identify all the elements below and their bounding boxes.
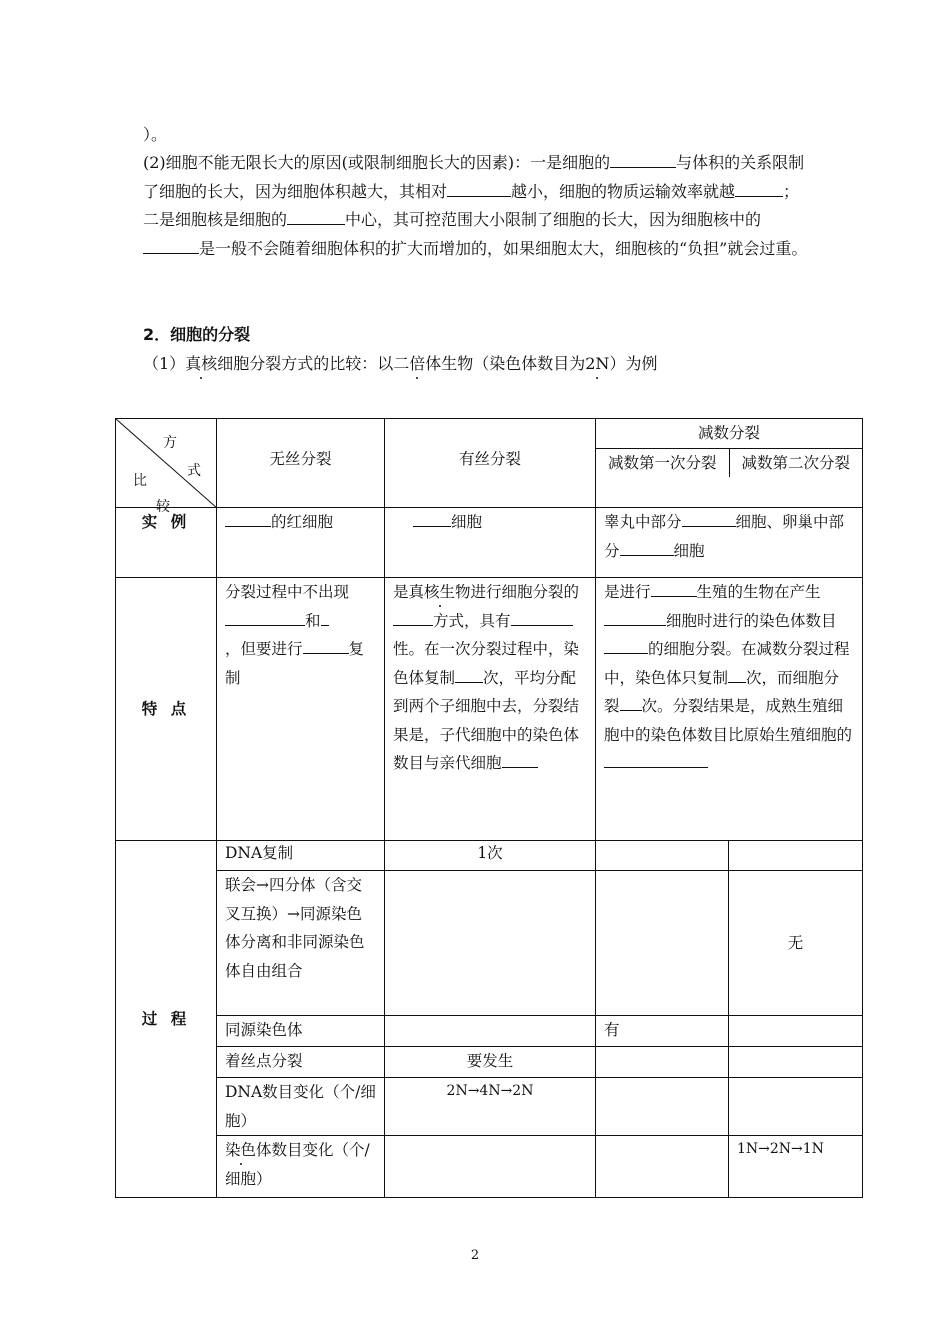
process-item-name: DNA数目变化（个/细胞） bbox=[217, 1078, 385, 1136]
emphasis-text: 真核 bbox=[185, 354, 218, 373]
feature-meiosis bbox=[596, 578, 863, 841]
cell-text: 细胞 bbox=[673, 541, 705, 560]
header-meiosis-group bbox=[596, 419, 863, 508]
closing-fragment: ）。 bbox=[143, 125, 168, 144]
blank[interactable] bbox=[620, 693, 642, 711]
process-meiosis1-value bbox=[596, 871, 729, 1016]
blank[interactable] bbox=[682, 509, 736, 527]
paragraph-fragment bbox=[143, 121, 811, 150]
section-title: 2．细胞的分裂 bbox=[143, 325, 251, 344]
corner-label-top: 方 bbox=[163, 435, 177, 451]
process-row-homologous bbox=[116, 1016, 863, 1047]
cell-text: 复制 bbox=[225, 640, 365, 687]
cell-text: 方式，具有 bbox=[433, 611, 511, 630]
blank[interactable] bbox=[303, 636, 349, 654]
blank[interactable] bbox=[225, 608, 305, 626]
process-meiosis2-value bbox=[729, 1047, 863, 1078]
corner-label-bottom: 较 bbox=[156, 499, 170, 515]
blank[interactable] bbox=[143, 236, 199, 254]
cell-text: 的红细胞 bbox=[271, 513, 334, 531]
row-label-process: 过 程 bbox=[116, 841, 217, 1198]
text-segment: 细胞分裂方式的比较：以 bbox=[217, 354, 394, 373]
paragraph-cell-size-limit bbox=[143, 149, 811, 263]
feature-row bbox=[116, 578, 863, 841]
process-row-synapsis bbox=[116, 871, 863, 1016]
blank[interactable] bbox=[604, 750, 708, 768]
cell-text: 次，而细胞分裂 bbox=[604, 668, 840, 715]
blank[interactable] bbox=[728, 665, 746, 683]
cell-text: 的细胞分裂。在减数分裂过程中，染色体只复制 bbox=[604, 640, 850, 687]
cell-text: 是 bbox=[393, 583, 409, 601]
blank[interactable] bbox=[735, 179, 783, 197]
process-item-name: 着丝点分裂 bbox=[217, 1047, 385, 1078]
header-meiosis-second: 减数第二次分裂 bbox=[741, 453, 850, 472]
feature-mitosis bbox=[385, 578, 596, 841]
process-mitosis-value: 2N→4N→2N bbox=[385, 1078, 596, 1136]
blank[interactable] bbox=[604, 608, 666, 626]
process-mitosis-value bbox=[385, 1016, 596, 1047]
emphasis-text: 真核生物 bbox=[408, 583, 471, 601]
process-item-name: 同源染色体 bbox=[217, 1016, 385, 1047]
blank[interactable] bbox=[604, 636, 648, 654]
process-row-chromosome-count bbox=[116, 1136, 863, 1198]
text-segment: 生物（染色体数目为 bbox=[441, 354, 586, 373]
emphasis-text: 2N bbox=[585, 354, 610, 373]
process-meiosis2-value: 1N→2N→1N bbox=[729, 1136, 863, 1198]
cell-text: 分裂过程中不出现 bbox=[225, 583, 350, 601]
blank[interactable] bbox=[651, 579, 697, 597]
corner-label-right: 式 bbox=[187, 463, 201, 479]
blank[interactable] bbox=[455, 665, 483, 683]
cell-text: 次。分裂结果是，成熟生殖细胞中的染色体数目比原始生殖细胞的 bbox=[604, 697, 853, 744]
process-meiosis2-value bbox=[729, 841, 863, 871]
corner-label-left: 比 bbox=[133, 473, 147, 489]
text-segment: ）为例 bbox=[609, 354, 658, 373]
blank[interactable] bbox=[413, 509, 451, 527]
process-meiosis1-value bbox=[596, 1136, 729, 1198]
section-subtitle bbox=[143, 351, 657, 374]
text-segment: 越小，细胞的物质运输效率就越 bbox=[511, 181, 736, 201]
header-meiosis-first: 减数第一次分裂 bbox=[596, 448, 729, 477]
process-meiosis1-value bbox=[596, 1047, 729, 1078]
example-mitosis bbox=[385, 508, 596, 578]
blank[interactable] bbox=[225, 509, 271, 527]
process-item-name: 联会→四分体（含交叉互换）→同源染色体分离和非同源染色体自由组合 bbox=[217, 871, 385, 1016]
meiosis-header-inner bbox=[596, 419, 862, 477]
blank[interactable] bbox=[610, 150, 676, 168]
blank[interactable] bbox=[393, 608, 433, 626]
text-segment: （1） bbox=[143, 354, 186, 373]
cell-text: 性。在一次分裂过程中，染色体复制 bbox=[393, 640, 580, 687]
cell-text: 生殖的生物在产生 bbox=[696, 583, 821, 601]
header-meiosis: 减数分裂 bbox=[596, 419, 862, 448]
process-meiosis1-value bbox=[596, 841, 729, 871]
process-item-name: DNA复制 bbox=[217, 841, 385, 871]
process-meiosis2-value: 无 bbox=[729, 871, 863, 1016]
cell-text: 是进行 bbox=[604, 583, 651, 601]
process-row-dna-count bbox=[116, 1078, 863, 1136]
process-row-centromere bbox=[116, 1047, 863, 1078]
blank[interactable] bbox=[287, 207, 345, 225]
feature-amitosis bbox=[217, 578, 385, 841]
process-meiosis1-value bbox=[596, 1078, 729, 1136]
process-mitosis-value bbox=[385, 871, 596, 1016]
text-segment: 与体积的关系限制了细胞的长大，因为细胞体积越大，其相对 bbox=[143, 153, 805, 201]
example-row bbox=[116, 508, 863, 578]
cell-text: 睾丸中部分 bbox=[604, 513, 682, 531]
cell-text: 进行细胞分裂的 bbox=[470, 583, 580, 601]
row-label-example: 实 例 bbox=[116, 508, 217, 578]
cell-text: 体数目变化（个/细胞） bbox=[225, 1141, 370, 1188]
process-meiosis1-value: 有 bbox=[596, 1016, 729, 1047]
cell-text: 次，平均分配到两个子细胞中去，分裂结果是，子代细胞中的染色体数目与亲代细胞 bbox=[393, 668, 580, 772]
page-number: 2 bbox=[470, 1248, 480, 1263]
process-item-name bbox=[217, 1136, 385, 1198]
corner-header-cell bbox=[116, 419, 217, 515]
example-meiosis bbox=[596, 508, 863, 578]
cell-text: 细胞时进行的染色体数目 bbox=[666, 611, 837, 630]
process-meiosis2-value bbox=[729, 1078, 863, 1136]
text-segment: ；二是细胞核是细胞的 bbox=[143, 181, 800, 229]
cell-text: 和 bbox=[305, 611, 321, 630]
emphasis-text: 二倍体 bbox=[393, 354, 442, 373]
row-label-feature: 特 点 bbox=[116, 578, 217, 841]
process-mitosis-value: 要发生 bbox=[385, 1047, 596, 1078]
blank[interactable] bbox=[620, 538, 674, 556]
text-segment: 是一般不会随着细胞体积的扩大而增加的，如果细胞太大，细胞核的“负担”就会过重。 bbox=[199, 238, 808, 258]
emphasis-text: 染色 bbox=[225, 1141, 257, 1159]
cell-division-comparison-table bbox=[115, 418, 863, 1198]
text-segment: 中心，其可控范围大小限制了细胞的长大，因为细胞核中的 bbox=[345, 210, 762, 229]
process-mitosis-value: 1次 bbox=[385, 841, 596, 871]
header-mitosis: 有丝分裂 bbox=[385, 419, 596, 508]
process-meiosis2-value bbox=[729, 1016, 863, 1047]
blank[interactable] bbox=[511, 608, 573, 626]
text-segment: (2)细胞不能无限长大的原因(或限制细胞长大的因素)：一是细胞的 bbox=[143, 153, 611, 172]
cell-text: 细胞 bbox=[451, 513, 483, 531]
cell-text: ，但要进行 bbox=[225, 640, 303, 658]
header-row bbox=[116, 419, 863, 508]
blank[interactable] bbox=[502, 750, 538, 768]
example-amitosis bbox=[217, 508, 385, 578]
blank[interactable] bbox=[321, 608, 329, 626]
process-row-dna-replication bbox=[116, 841, 863, 871]
header-amitosis: 无丝分裂 bbox=[217, 419, 385, 508]
cell-text: 细胞、卵巢中部分 bbox=[604, 513, 845, 560]
blank[interactable] bbox=[447, 179, 511, 197]
process-mitosis-value bbox=[385, 1136, 596, 1198]
